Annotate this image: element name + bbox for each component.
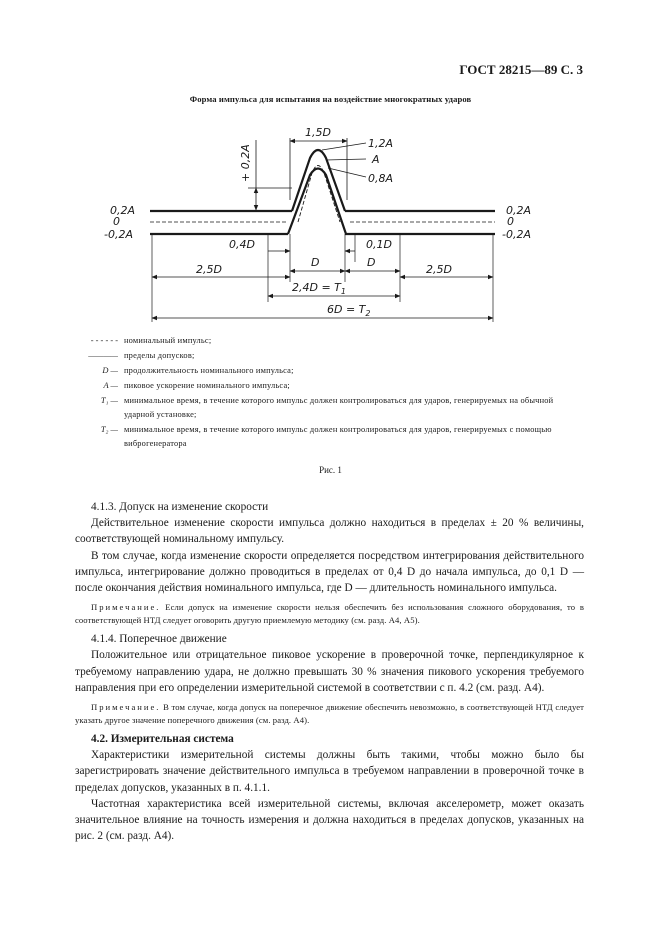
label-04d: 0,4D	[229, 238, 255, 251]
note-text: Если допуск на изменение скорости нельзя обеспечить без использования сложного оборудования, то в соответствующей НТД следует оговорить другую приемлемую методику (см. разд. А4, А5).	[75, 602, 584, 625]
legend-item: T₁ — минимальное время, в течение которого импульс должен контролироваться для ударов, генерируемых на обычной ударной установке;	[100, 396, 554, 419]
legend-item: D — продолжительность номинального импульса;	[102, 366, 294, 375]
page-header: ГОСТ 28215—89 С. 3	[459, 62, 583, 77]
paragraph: Действительное изменение скорости импульса должно находиться в пределах ± 20 % величины, соответствующей номинальному импульсу.	[75, 517, 584, 546]
legend-item: T₂ — минимальное время, в течение которого импульс должен контролироваться для ударов, генерируемых с помощью виброгенератора	[100, 425, 552, 448]
figure-caption: Рис. 1	[319, 465, 342, 475]
note	[75, 701, 584, 726]
note-label: Примечание.	[91, 702, 161, 713]
peak-leaders	[322, 143, 366, 177]
label-top-width: 1,5D	[305, 126, 331, 139]
note	[75, 601, 584, 626]
extension-lines	[152, 234, 493, 322]
plus-tol-dim	[248, 140, 292, 210]
label-left-pos: 0,2A	[110, 204, 136, 217]
label-25d-left: 2,5D	[196, 263, 222, 276]
label-24d: $2,4D = T_1$	[292, 281, 346, 296]
legend-item: A — пиковое ускорение номинального импульса;	[103, 381, 290, 390]
note-text: В том случае, когда допуск на поперечное движение обеспечить невозможно, в соответствующей НТД следует указать другое значение поперечного движения (см. разд. А4).	[75, 702, 585, 725]
label-d1: D	[311, 256, 320, 269]
baseline-lines	[150, 211, 495, 234]
figure-legend	[60, 334, 585, 452]
label-01d: 0,1D	[366, 238, 392, 251]
label-6d: $6D = T_2$	[327, 303, 371, 318]
paragraph: Характеристики измерительной системы должны быть такими, чтобы можно было бы зарегистрировать значение действительного импульса в требуемом направлении в проверочной точке в пределах допусков, указанных в п. 4.1.1.	[75, 749, 584, 794]
label-d2: D	[367, 256, 376, 269]
label-plus-tol: + 0,2A	[239, 144, 252, 182]
label-25d-right: 2,5D	[426, 263, 452, 276]
figure-title: Форма импульса для испытания на воздействие многократных ударов	[189, 94, 472, 104]
label-peak-high: 1,2A	[368, 137, 394, 150]
pulse-curves	[288, 150, 346, 234]
body-text	[75, 499, 584, 844]
note-label: Примечание.	[91, 602, 161, 613]
paragraph: Частотная характеристика всей измерительной системы, включая акселерометр, может оказать значительное влияние на точность измерения и должна находиться в пределах допусков, указанных на рис. 2 (см. разд. А4).	[75, 797, 584, 843]
label-right-neg: -0,2A	[502, 228, 531, 241]
heading-4-1-4: 4.1.4. Поперечное движение	[91, 633, 227, 646]
legend-item: ———— пределы допусков;	[88, 351, 195, 360]
pulse-diagram	[0, 108, 661, 328]
label-right-zero: 0	[507, 215, 514, 228]
legend-item: - - - - - - номинальный импульс;	[90, 336, 212, 345]
label-peak-low: 0,8A	[368, 172, 394, 185]
label-right-pos: 0,2A	[506, 204, 532, 217]
lower-tolerance-curve	[288, 169, 346, 235]
label-left-neg: -0,2A	[104, 228, 133, 241]
heading-4-2: 4.2. Измерительная система	[91, 733, 234, 746]
paragraph: Положительное или отрицательное пиковое ускорение в проверочной точке, перпендикулярное к требуемому направлению удара, не должно превышать 30 % значения пикового ускорения требуемого направления при его определении измерительной системой в соответствии с п. 4.2 (см. разд. А4).	[75, 649, 584, 694]
heading-4-1-3: 4.1.3. Допуск на изменение скорости	[91, 501, 269, 513]
label-peak-nom: A	[372, 153, 380, 166]
paragraph: В том случае, когда изменение скорости определяется посредством интегрирования действительного импульса, интегрирование должно проводиться в пределах от 0,4 D до начала импульса, до 0,1 D — после окончания действия номинального импульса, где D — длительность номинального импульса.	[75, 549, 584, 595]
label-left-zero: 0	[113, 215, 120, 228]
